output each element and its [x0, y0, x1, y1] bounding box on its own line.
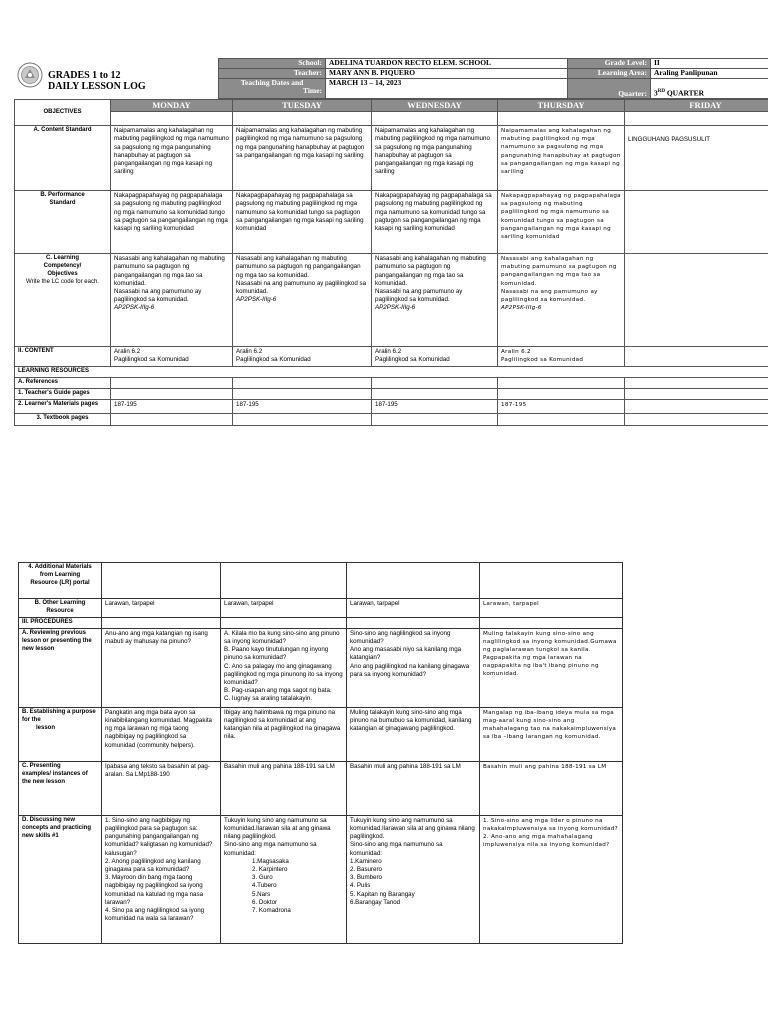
cell: Nasasabi ang kahalagahan ng mabuting pamumuno sa pagtugon ng pangangailangan ng mga tao sa komunidad. Nasasabi na ang pamumuno ay paglilingkod sa komunidad. AP2PSK-IIIg-6: [233, 254, 372, 347]
procedures-label: III. PROCEDURES: [19, 618, 102, 629]
day-monday: MONDAY: [111, 100, 233, 112]
procedures-table: [18, 562, 623, 944]
cell: Nakapagpapahayag ng pagpapahalaga sa pagsulong ng mabuting paglilingkod ng mga namumuno sa komunidad tungo sa pagtugon sa pangangailangan ng mga kasapi ng sariling komunidad: [233, 191, 372, 254]
presenting-label: C. Presenting examples/ instances of the new lesson: [19, 761, 102, 815]
quarter-value: 3RD QUARTER: [650, 79, 768, 99]
establishing-label: B. Establishing a purpose for the lesson: [19, 707, 102, 761]
presenting-row: C. Presenting examples/ instances of the new lesson Ipabasa ang teksto sa basahin at pag-aralan. Sa LMp188-190 Basahin muli ang pahina 188-191 sa LM Basahin muli ang pahina 188-191 sa LM Basahin muli ang pahina 188-191 sa LM: [19, 761, 623, 815]
references-row: [15, 377, 768, 388]
teacher-label: Teacher:: [219, 69, 326, 79]
cell: Naipamamalas ang kahalagahan ng mabuting paglilingkod ng mga namumuno sa pagsulong ng mga pangunahing hanapbuhay at pagtugon sa pangangailangan ng mga kasapi ng sariling: [111, 126, 233, 191]
cell: Naipamamalas ang kahalagahan ng mabuting paglilingkod ng mga namumuno sa pagsulong ng mga pangunahing hanapbuhay at pagtugon sa pangangailangan ng mga kasapi ng sariling: [498, 126, 625, 191]
cell: Nasasabi ang kahalagahan ng mabuting pamumuno sa pagtugon ng pangangailangan ng mga tao sa komunidad. Nasasabi na ang pamumuno ay paglilingkod sa komunidad. AP2PSK-IIIg-6: [498, 254, 625, 347]
dates-value: MARCH 13 – 14, 2023: [325, 79, 567, 99]
additional-materials-label: 4. Additional Materials from Learning Resource (LR) portal: [19, 563, 102, 599]
content-standard-label: A. Content Standard: [15, 126, 111, 191]
cell: Nasasabi ang kahalagahan ng mabuting pamumuno sa pagtugon ng pangangailangan ng mga tao sa komunidad. Nasasabi na ang pamumuno ay paglilingkod sa komunidad. AP2PSK-IIIg-6: [111, 254, 233, 347]
form-title-line2: DAILY LESSON LOG: [48, 81, 146, 92]
objectives-table: [14, 99, 768, 426]
day-thursday: THURSDAY: [498, 100, 625, 112]
header-info-table: [14, 58, 768, 99]
establishing-row: B. Establishing a purpose for the lesson Pangkatin ang mga bata ayon sa kinabibilangang komunidad. Magpakita ng mga larawan ng mga taong nagbibigay ng paglilingkod sa komunidad (community helpers). Ibigay ang halimbawa ng mga pinuno na naglilingkod sa komunidad at ang katangian nila at paglilingkod na ginagawa nila. Muling talakayin kung sino-sino ang mga pinuno na bumubuo sa komunidad, kanilang katangian at ginagawang paglilingkod. Mangalap ng iba-ibang ideya mula sa mga mag-aaral kung sino-sino ang mahahalagang tao na nakakaimpluwensiya sa iba –ibang larangan ng komunidad.: [19, 707, 623, 761]
competency-label: C. Learning Competency/ Objectives Write the LC code for each.: [15, 254, 111, 347]
references-label: A. References: [15, 377, 111, 388]
content-label: II. CONTENT: [15, 347, 111, 366]
cell: Naipamamalas ang kahalagahan ng mabuting paglilingkod ng mga namumuno sa pagsulong ng mga pangunahing hanapbuhay at pagtugon sa pangangailangan ng mga kasapi ng sariling: [372, 126, 498, 191]
pages-cell: 187-195: [498, 399, 625, 413]
reviewing-row: A. Reviewing previous lesson or presenting the new lesson Anu-ano ang mga katangian ng isang mabuti ay mahusay na pinuno? A. Kilala mo ba kung sino-sino ang pinuno sa inyong komunidad? B. Paano kayo tinutulungan ng inyong pinuno sa komunidad? C. Ano sa palagay mo ang ginagawang paglilingkod ng mga pinunong ito sa inyong komunidad? B. Pag-usapan ang mga sagot ng bata. C. Iugnay sa araling tatalakayin. Sino-sino ang naglilingkod sa inyong komunidad? Ano ang masasabi niyo sa kanilang mga katangian? Ano ang paglilingkod na kanilang ginagawa para sa inyong komunidad? Muling talakayin kung sino-sino ang naglilingkod sa inyong komunidad.Gumawa ng paglalarawan tungkol sa kanila. Pagpapakita ng mga larawan na nagpapakita ng iba't ibang pinuno ng komunidad.: [19, 628, 623, 707]
textbook-label: 3. Textbook pages: [15, 413, 111, 425]
cell: Nasasabi ang kahalagahan ng mabuting pamumuno sa pagtugon ng pangangailangan ng mga tao sa komunidad. Nasasabi na ang pamumuno ay paglilingkod sa komunidad. AP2PSK-IIIg-6: [372, 254, 498, 347]
cell: Nakapagpapahayag ng pagpapahalaga sa pagsulong ng mabuting paglilingkod ng mga namumuno sa komunidad tungo sa pagtugon sa pangangailangan ng mga kasapi ng sariling komunidad: [498, 191, 625, 254]
cell: Nakapagpapahayag ng pagpapahalaga sa pagsulong ng mabuting paglilingkod ng mga namumuno sa komunidad tungo sa pagtugon sa pangangailangan ng mga kasapi ng sariling komunidad: [372, 191, 498, 254]
school-value: ADELINA TUARDON RECTO ELEM. SCHOOL: [325, 59, 567, 69]
discussing-row: D. Discussing new concepts and practicing new skills #1 1. Sino-sino ang nagbibigay ng paglilingkod para sa pagtugon sa: pangunahing pangangailangan ng komunidad? kaligtasan ng komunidad? kalusugan? 2. Anong paglilingkod ang kanilang ginagawa para sa komunidad? 3. Mayroon din bang mga taong nagbibigay ng paglilingkod sa iyong komunidad na katulad ng mga nasa larawan? 4. Sino pa ang naglilingkod sa iyong komunidad na wala sa larawan? Tukuyin kung sino ang namumuno sa komunidad.Ilarawan sila at ang ginawa nilang paglilingkod. Sino-sino ang mga namumuno sa komunidad: 1.Magsasaka 2. Karpintero 3. Guro 4.Tubero 5.Nars 6. Doktor 7. Komadrona Tukuyin kung sino ang namumuno sa komunidad.Ilarawan sila at ang ginawa nilang paglilingkod. Sino-sino ang mga namumuno sa komunidad: 1.Kaminero 2. Basurero 3. Bumbero 4. Pulis 5. Kapitan ng Barangay 6.Barangay Tanod 1. Sino-sino ang mga lider o pinuno na nakakaimpluwensiya sa inyong komunidad? 2. Ano-ano ang mga mahahalagang impluwensiya nila sa inyong komunidad?: [19, 815, 623, 943]
day-wednesday: WEDNESDAY: [372, 100, 498, 112]
learners-materials-label: 2. Learner's Materials pages: [15, 399, 111, 413]
pages-cell: 187-195: [372, 399, 498, 413]
quarter-label: Quarter:: [567, 79, 650, 99]
learners-materials-row: [15, 399, 768, 413]
day-tuesday: TUESDAY: [233, 100, 372, 112]
day-friday: FRIDAY: [625, 100, 768, 112]
grade-level-value: II: [650, 59, 768, 69]
learning-resources-row: [15, 366, 768, 377]
competency-row: [15, 254, 768, 347]
cell: Nakapagpapahayag ng pagpapahalaga sa pagsulong ng mabuting paglilingkod ng mga namumuno sa komunidad tungo sa pagtugon sa pangangailangan ng mga kasapi ng sariling komunidad: [111, 191, 233, 254]
dates-label: Teaching Dates and Time:: [219, 79, 326, 99]
friday-weekly-test: LINGGUHANG PAGSUSULIT: [625, 126, 768, 191]
learning-area-value: Araling Panlipunan: [650, 69, 768, 79]
learning-resources-label: LEARNING RESOURCES: [15, 366, 768, 377]
additional-materials-row: [19, 563, 623, 599]
performance-standard-row: [15, 191, 768, 254]
form-title-line1: GRADES 1 to 12: [48, 70, 121, 81]
content-row: II. CONTENT Aralin 6.2 Paglilingkod sa Komunidad Aralin 6.2 Paglilingkod sa Komunidad Aralin 6.2 Paglilingkod sa Komunidad Aralin 6.2 Paglilingkod sa Komunidad: [15, 347, 768, 366]
reviewing-label: A. Reviewing previous lesson or presenting the new lesson: [19, 628, 102, 707]
content-standard-row: [15, 126, 768, 191]
school-label: School:: [219, 59, 326, 69]
cell: Naipamamalas ang kahalagahan ng mabuting paglilingkod ng mga namumuno sa pagsulong ng mga pangunahing hanapbuhay at pagtugon sa pangangailangan ng mga kasapi ng sariling: [233, 126, 372, 191]
performance-standard-label: B. Performance Standard: [15, 191, 111, 254]
objectives-label: OBJECTIVES: [15, 100, 111, 126]
teachers-guide-label: 1. Teacher's Guide pages: [15, 388, 111, 399]
grade-level-label: Grade Level:: [567, 59, 650, 69]
teachers-guide-row: [15, 388, 768, 399]
other-resources-label: B. Other Learning Resource: [19, 599, 102, 618]
learning-area-label: Learning Area:: [567, 69, 650, 79]
other-resources-row: B. Other Learning Resource Larawan, tarpapel Larawan, tarpapel Larawan, tarpapel Larawan, tarpapel: [19, 599, 623, 618]
discussing-label: D. Discussing new concepts and practicing new skills #1: [19, 815, 102, 943]
procedures-row: [19, 618, 623, 629]
teacher-value: MARY ANN B. PIQUERO: [325, 69, 567, 79]
pages-cell: 187-195: [233, 399, 372, 413]
pages-cell: 187-195: [111, 399, 233, 413]
textbook-row: [15, 413, 768, 425]
